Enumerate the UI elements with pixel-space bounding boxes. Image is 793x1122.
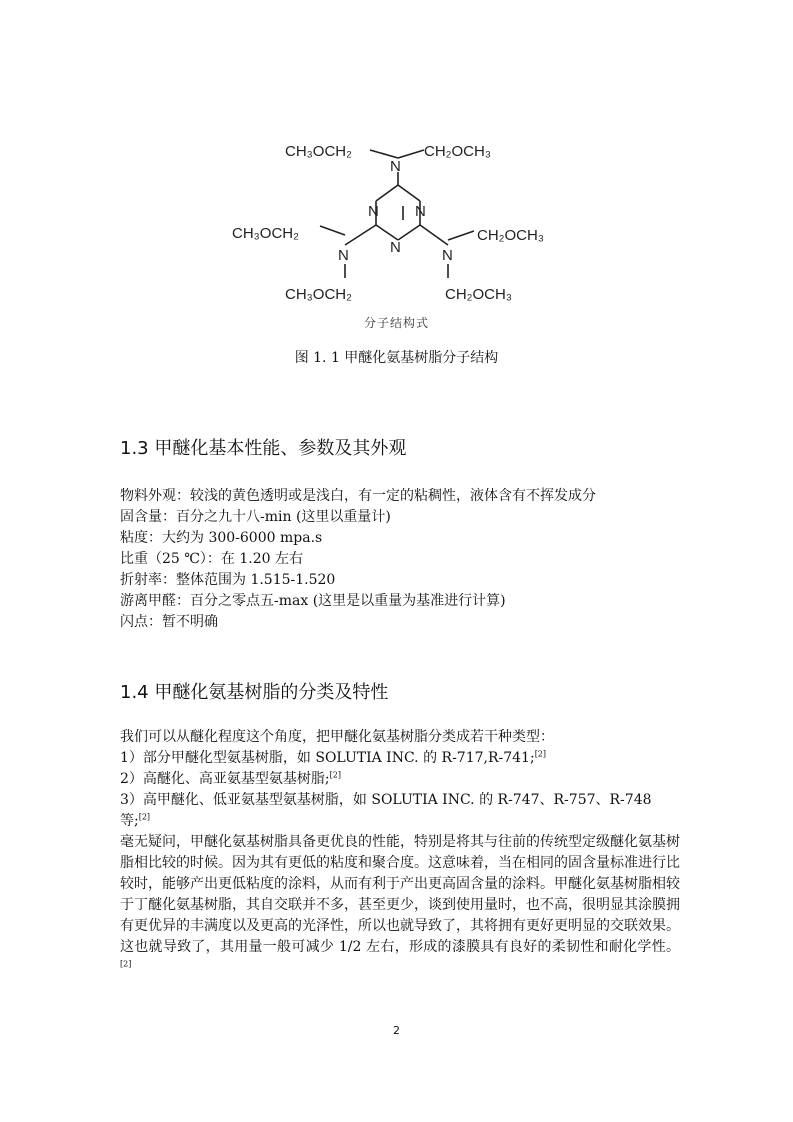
property-viscosity: 粘度：大约为 300-6000 mpa.s	[120, 530, 323, 546]
classification-item-3-cont	[120, 811, 680, 832]
property-appearance: 物料外观：较浅的黄色透明或是浅白，有一定的粘稠性，液体含有不挥发成分	[120, 488, 596, 504]
melamine-structure-diagram	[220, 128, 560, 338]
substituent-top-right: CH₂OCH₃	[424, 143, 491, 160]
citation-ref: [2]	[138, 812, 151, 822]
property-solid-content: 固含量：百分之九十八-min (这里以重量计)	[120, 509, 391, 525]
ring-n-right: N	[415, 203, 426, 220]
amine-n-right: N	[442, 247, 453, 264]
classification-item-2	[120, 769, 680, 790]
classification-item-3-tail: 等;	[120, 813, 139, 829]
classification-item-3: 3）高甲醚化、低亚氨基型氨基树脂，如 SOLUTIA INC. 的 R-747、R-757、R-748	[120, 792, 652, 808]
property-specific-gravity: 比重（25 ℃）：在 1.20 左右	[120, 551, 303, 567]
properties-list	[120, 486, 680, 633]
classification-section	[120, 727, 680, 979]
substituent-bottom-left: CH₃OCH₂	[285, 286, 352, 303]
classification-item-1-text: 1）部分甲醚化型氨基树脂，如 SOLUTIA INC. 的 R-717,R-741;	[120, 750, 535, 766]
classification-item-1	[120, 748, 680, 769]
section-heading-1-4: 1.4 甲醚化氨基树脂的分类及特性	[120, 682, 389, 703]
substituent-bottom-right: CH₂OCH₃	[445, 286, 512, 303]
amine-n-top: N	[390, 158, 401, 175]
property-refractive-index: 折射率：整体范围为 1.515-1.520	[120, 572, 336, 588]
classification-item-2-text: 2）高醚化、高亚氨基型氨基树脂;	[120, 771, 330, 787]
substituent-mid-right: CH₂OCH₃	[477, 227, 544, 244]
classification-intro: 我们可以从醚化程度这个角度，把甲醚化氨基树脂分类成若干种类型：	[120, 729, 554, 745]
ring-n-bottom: N	[390, 239, 401, 256]
section-heading-1-3: 1.3 甲醚化基本性能、参数及其外观	[120, 438, 407, 459]
characteristics-text: 毫无疑问，甲醚化氨基树脂具备更优良的性能，特别是将其与往前的传统型定级醚化氨基树脂相比较的时候。因为其有更低的粘度和聚合度。这意味着，当在相同的固含量标准进行比较时，能够产出更低粘度的涂料，从而有利于产出更高固含量的涂料。甲醚化氨基树脂相较于丁醚化氨基树脂，其自交联并不多，甚至更少，谈到使用量时，也不高，很明显其涂膜拥有更优异的丰满度以及更高的光泽性，所以也就导致了，其将拥有更好更明显的交联效果。这也就导致了，其用量一般可减少 1/2 左右，形成的漆膜具有良好的柔韧性和耐化学性。	[120, 834, 680, 955]
figure-caption: 图 1. 1 甲醚化氨基树脂分子结构	[294, 350, 499, 366]
figure-inner-caption: 分子结构式	[363, 316, 429, 330]
page-number: 2	[393, 1024, 400, 1037]
property-free-formaldehyde: 游离甲醛：百分之零点五-max (这里是以重量为基准进行计算)	[120, 593, 506, 609]
substituent-mid-left: CH₃OCH₂	[232, 225, 299, 242]
molecular-structure-figure	[220, 128, 560, 338]
citation-ref: [2]	[534, 749, 547, 759]
amine-n-left: N	[338, 247, 349, 264]
citation-ref: [2]	[120, 959, 132, 969]
ring-n-left: N	[368, 203, 379, 220]
property-flash-point: 闪点：暂不明确	[120, 614, 218, 630]
substituent-top-left: CH₃OCH₂	[285, 143, 352, 160]
characteristics-paragraph	[120, 832, 680, 979]
citation-ref: [2]	[329, 770, 341, 780]
